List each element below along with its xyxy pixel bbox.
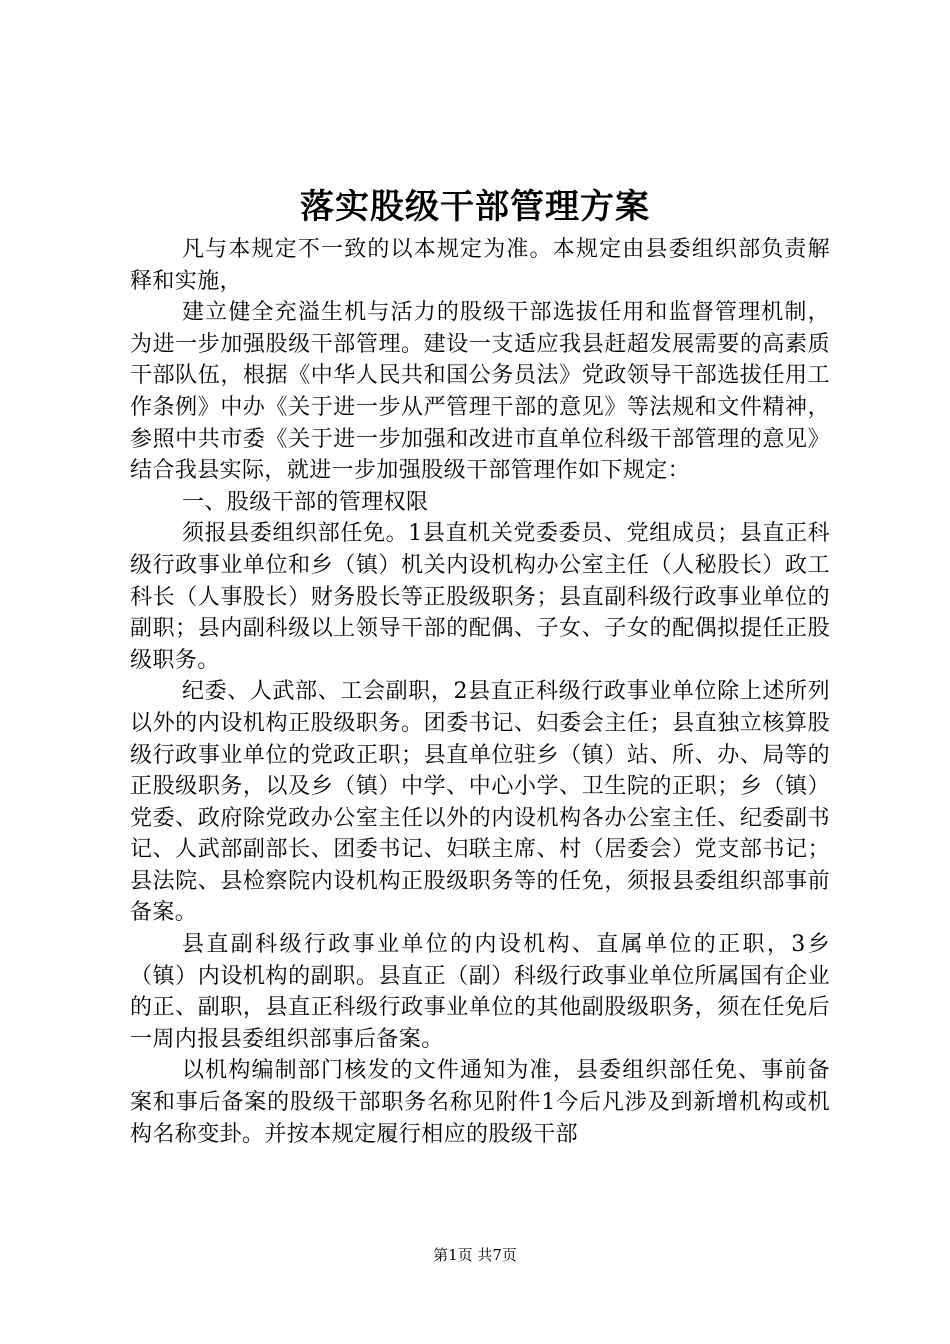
paragraph: 建立健全充溢生机与活力的股级干部选拔任用和监督管理机制，为进一步加强股级干部管理。建设一支适应我县赶超发展需要的高素质干部队伍，根据《中华人民共和国公务员法》党政领导干部选拔任用工作条例》中办《关于进一步从严管理干部的意见》等法规和文件精神，参照中共市委《关于进一步加强和改进市直单位科级干部管理的意见》结合我县实际，就进一步加强股级干部管理作如下规定： bbox=[130, 300, 830, 484]
document-title: 落实股级干部管理方案 bbox=[300, 187, 650, 227]
paragraph: 凡与本规定不一致的以本规定为准。本规定由县委组织部负责解释和实施， bbox=[130, 237, 830, 294]
document-body bbox=[130, 234, 830, 1150]
page-footer: 第1页 共7页 bbox=[433, 1246, 517, 1264]
paragraph: 纪委、人武部、工会副职，2县直正科级行政事业单位除上述所列以外的内设机构正股级职务。团委书记、妇委会主任；县直独立核算股级行政事业单位的党政正职；县直单位驻乡（镇）站、所、办、局等的正股级职务，以及乡（镇）中学、中心小学、卫生院的正职；乡（镇）党委、政府除党政办公室主任以外的内设机构各办公室主任、纪委副书记、人武部副部长、团委书记、妇联主席、村（居委会）党支部书记；县法院、县检察院内设机构正股级职务等的任免，须报县委组织部事前备案。 bbox=[130, 679, 830, 926]
paragraph: 须报县委组织部任免。1县直机关党委委员、党组成员；县直正科级行政事业单位和乡（镇）机关内设机构办公室主任（人秘股长）政工科长（人事股长）财务股长等正股级职务；县直副科级行政事业单位的副职；县内副科级以上领导干部的配偶、子女、子女的配偶拟提任正股级职务。 bbox=[130, 521, 830, 673]
paragraph: 县直副科级行政事业单位的内设机构、直属单位的正职，3乡（镇）内设机构的副职。县直正（副）科级行政事业单位所属国有企业的正、副职，县直正科级行政事业单位的其他副股级职务，须在任免后一周内报县委组织部事后备案。 bbox=[130, 932, 830, 1052]
section-heading: 一、股级干部的管理权限 bbox=[182, 489, 429, 515]
paragraph: 以机构编制部门核发的文件通知为准，县委组织部任免、事前备案和事后备案的股级干部职务名称见附件1今后凡涉及到新增机构或机构名称变卦。并按本规定履行相应的股级干部 bbox=[130, 1058, 830, 1147]
